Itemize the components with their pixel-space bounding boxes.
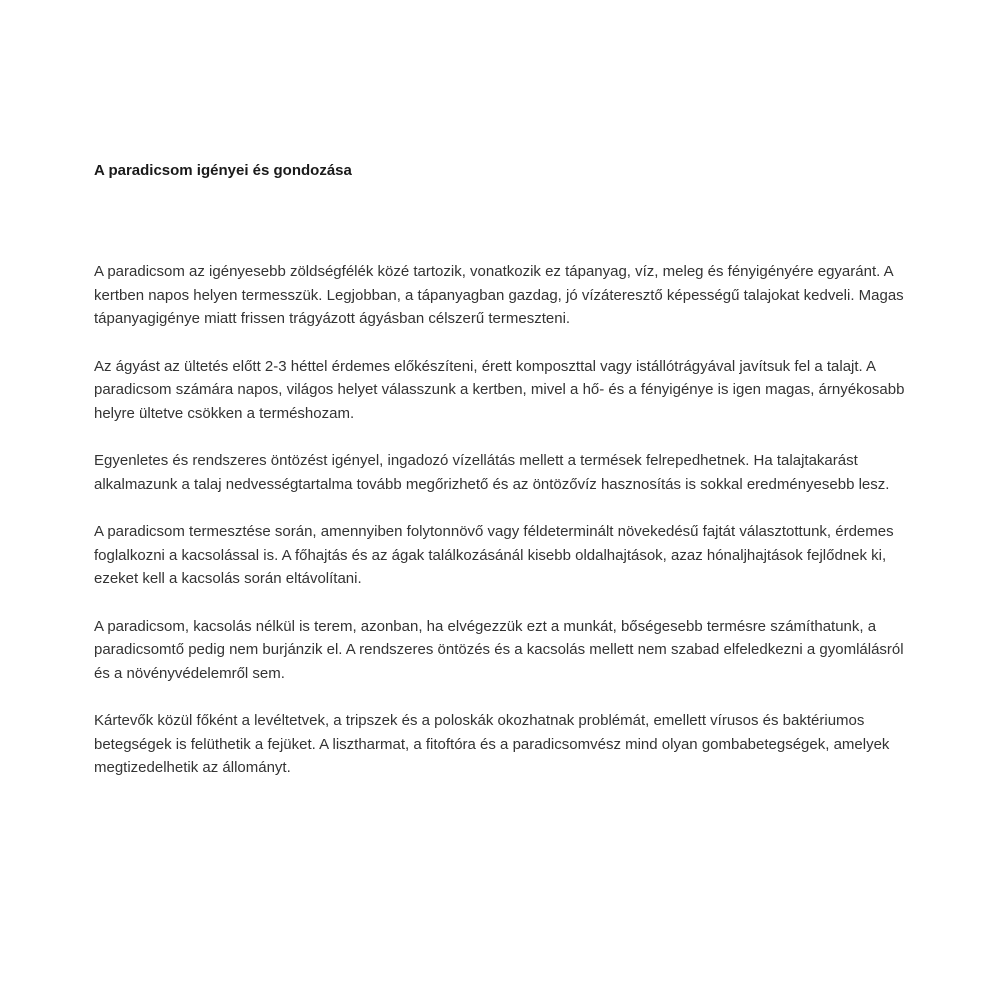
paragraph-pruning: A paradicsom termesztése során, amennyiben folytonnövő vagy féldeterminált növekedésű fajtát választottunk, érdemes foglalkozni a kacsolással is. A főhajtás és az ágak találkozásánál kisebb oldalhajtások, azaz hónaljhajtások fejlődnek ki, ezeket kell a kacsolás során eltávolítani.: [94, 523, 894, 587]
paragraph-soil-requirements: A paradicsom az igényesebb zöldségfélék közé tartozik, vonatkozik ez tápanyag, víz, meleg és fényigényére egyaránt. A kertben napos helyen termesszük. Legjobban, a tápanyagban gazdag, jó vízáteresztő képességű talajokat kedveli. Magas tápanyagigénye miatt frissen trágyázott ágyásban célszerű termeszteni.: [94, 263, 904, 327]
paragraph-bed-preparation: Az ágyást az ültetés előtt 2-3 héttel érdemes előkészíteni, érett komposzttal vagy istállótrágyával javítsuk fel a talajt. A paradicsom számára napos, világos helyet válasszunk a kertben, mivel a hő- és a fényigénye is igen magas, árnyékosabb helyre ültetve csökken a terméshozam.: [94, 357, 905, 422]
paragraph-pests-diseases: Kártevők közül főként a levéltetvek, a tripszek és a poloskák okozhatnak problémát, emellett vírusos és baktériumos betegségek is felüthetik a fejüket. A lisztharmat, a fitoftóra és a paradicsomvész mind olyan gombabetegségek, amelyek megtizedelhetik az állományt.: [94, 712, 890, 776]
document-title: A paradicsom igényei és gondozása: [94, 162, 352, 179]
paragraph-pruning-benefits: A paradicsom, kacsolás nélkül is terem, azonban, ha elvégezzük ezt a munkát, bőségesebb termésre számíthatunk, a paradicsomtő pedig nem burjánzik el. A rendszeres öntözés és a kacsolás mellett nem szabad elfeledkezni a gyomlálásról és a növényvédelemről sem.: [94, 617, 904, 682]
document-body: [94, 160, 914, 804]
paragraph-watering: Egyenletes és rendszeres öntözést igényel, ingadozó vízellátás mellett a termések felrepedhetnek. Ha talajtakarást alkalmazunk a talaj nedvességtartalma tovább megőrizhető és az öntözővíz hasznosítás is sokkal eredményesebb lesz.: [94, 452, 890, 493]
